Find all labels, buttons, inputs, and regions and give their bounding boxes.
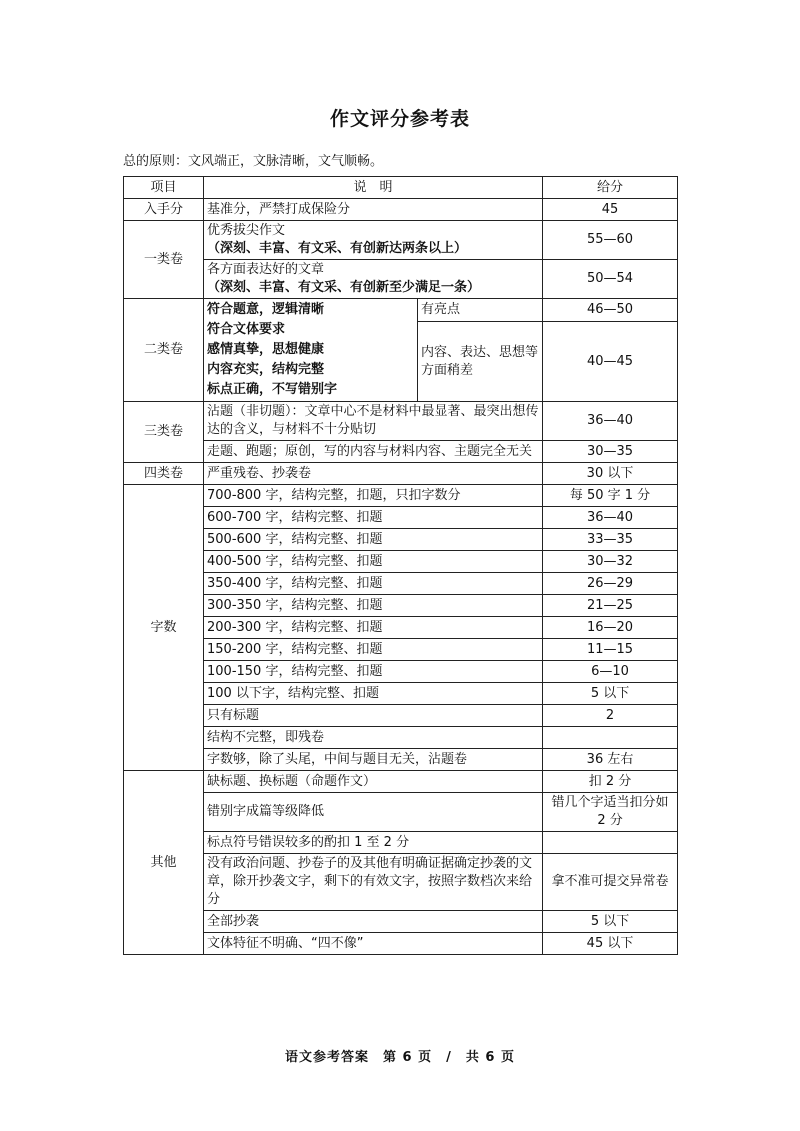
row-label-other: 其他	[124, 771, 204, 955]
row-desc: 文体特征不明确、“四不像”	[204, 933, 543, 955]
row-desc: 400-500 字，结构完整、扣题	[204, 551, 543, 573]
page-footer: 语文参考答案 第 6 页 / 共 6 页	[285, 1050, 515, 1065]
table-row	[124, 617, 678, 639]
criteria-line: 感情真挚，思想健康	[207, 342, 325, 357]
row-score: 30 以下	[543, 463, 678, 485]
row-score	[543, 727, 678, 749]
row-score: 50—54	[543, 260, 678, 299]
header-desc: 说 明	[204, 177, 543, 199]
row-desc: 标点符号错误较多的酌扣 1 至 2 分	[204, 832, 543, 854]
table-row	[124, 299, 678, 322]
desc-line-emphasis: （深刻、丰富、有文采、有创新至少满足一条）	[207, 280, 481, 295]
table-row	[124, 683, 678, 705]
row-desc: 300-350 字，结构完整、扣题	[204, 595, 543, 617]
header-item: 项目	[124, 177, 204, 199]
criteria-line: 符合题意，逻辑清晰	[207, 302, 325, 317]
table-row	[124, 507, 678, 529]
criteria-line: 符合文体要求	[207, 322, 286, 337]
row-desc: 150-200 字，结构完整、扣题	[204, 639, 543, 661]
row-label-wordcount: 字数	[124, 485, 204, 771]
table-row	[124, 221, 678, 260]
criteria-line: 内容充实，结构完整	[207, 362, 325, 377]
row-desc	[204, 221, 543, 260]
table-row	[124, 832, 678, 854]
table-row	[124, 485, 678, 507]
criteria-line: 标点正确，不写错别字	[207, 382, 338, 397]
row-score: 30—35	[543, 441, 678, 463]
table-row	[124, 911, 678, 933]
table-row	[124, 402, 678, 441]
row-desc: 只有标题	[204, 705, 543, 727]
row-desc: 结构不完整，即残卷	[204, 727, 543, 749]
desc-line-emphasis: （深刻、丰富、有文采、有创新达两条以上）	[207, 241, 468, 256]
row-score: 26—29	[543, 573, 678, 595]
row-score: 5 以下	[543, 911, 678, 933]
table-row	[124, 771, 678, 793]
table-row	[124, 639, 678, 661]
row-score: 2	[543, 705, 678, 727]
row-desc: 700-800 字，结构完整，扣题，只扣字数分	[204, 485, 543, 507]
row-score: 40—45	[543, 322, 678, 402]
row-label-entry: 入手分	[124, 199, 204, 221]
desc-line: 优秀拔尖作文	[207, 223, 286, 238]
table-row	[124, 793, 678, 832]
row-desc: 有亮点	[418, 299, 543, 322]
row-score: 33—35	[543, 529, 678, 551]
row-score: 45 以下	[543, 933, 678, 955]
table-row	[124, 854, 678, 911]
row-score: 5 以下	[543, 683, 678, 705]
row-score: 55—60	[543, 221, 678, 260]
row-score: 拿不准可提交异常卷	[543, 854, 678, 911]
row-desc: 500-600 字，结构完整、扣题	[204, 529, 543, 551]
row-desc: 基准分，严禁打成保险分	[204, 199, 543, 221]
row-desc	[204, 260, 543, 299]
row-desc: 内容、表达、思想等方面稍差	[418, 322, 543, 402]
row-label-class1: 一类卷	[124, 221, 204, 299]
header-score: 给分	[543, 177, 678, 199]
row-score: 每 50 字 1 分	[543, 485, 678, 507]
table-row	[124, 749, 678, 771]
table-row	[124, 727, 678, 749]
row-score: 6—10	[543, 661, 678, 683]
row-score: 扣 2 分	[543, 771, 678, 793]
general-principle: 总的原则：文风端正，文脉清晰，文气顺畅。	[123, 154, 384, 169]
row-score: 30—32	[543, 551, 678, 573]
class2-criteria	[204, 299, 418, 402]
table-row	[124, 463, 678, 485]
row-label-class4: 四类卷	[124, 463, 204, 485]
row-score: 36—40	[543, 402, 678, 441]
row-label-class2: 二类卷	[124, 299, 204, 402]
row-desc: 100-150 字，结构完整、扣题	[204, 661, 543, 683]
row-desc: 100 以下字，结构完整、扣题	[204, 683, 543, 705]
row-score	[543, 832, 678, 854]
row-label-class3: 三类卷	[124, 402, 204, 463]
page-title: 作文评分参考表	[329, 108, 470, 130]
table-row	[124, 260, 678, 299]
grading-table	[123, 176, 678, 955]
row-desc: 200-300 字，结构完整、扣题	[204, 617, 543, 639]
desc-line: 各方面表达好的文章	[207, 262, 325, 277]
row-desc: 350-400 字，结构完整、扣题	[204, 573, 543, 595]
row-score: 错几个字适当扣分如 2 分	[543, 793, 678, 832]
row-desc: 严重残卷、抄袭卷	[204, 463, 543, 485]
row-desc: 字数够，除了头尾，中间与题目无关，沾题卷	[204, 749, 543, 771]
table-row	[124, 441, 678, 463]
row-desc: 600-700 字，结构完整、扣题	[204, 507, 543, 529]
row-desc: 全部抄袭	[204, 911, 543, 933]
row-score: 45	[543, 199, 678, 221]
table-row	[124, 595, 678, 617]
table-row	[124, 705, 678, 727]
row-desc: 走题、跑题；原创，写的内容与材料内容、主题完全无关	[204, 441, 543, 463]
row-score: 46—50	[543, 299, 678, 322]
row-desc: 缺标题、换标题（命题作文）	[204, 771, 543, 793]
row-score: 36 左右	[543, 749, 678, 771]
table-row	[124, 933, 678, 955]
table-row	[124, 199, 678, 221]
row-desc: 沾题（非切题）：文章中心不是材料中最显著、最突出想传达的含义，与材料不十分贴切	[204, 402, 543, 441]
table-row	[124, 551, 678, 573]
row-score: 11—15	[543, 639, 678, 661]
row-score: 36—40	[543, 507, 678, 529]
row-score: 21—25	[543, 595, 678, 617]
row-score: 16—20	[543, 617, 678, 639]
table-row	[124, 529, 678, 551]
table-row	[124, 573, 678, 595]
table-header-row	[124, 177, 678, 199]
row-desc: 没有政治问题、抄卷子的及其他有明确证据确定抄袭的文章，除开抄袭文字，剩下的有效文字，按照字数档次来给分	[204, 854, 543, 911]
table-row	[124, 661, 678, 683]
row-desc: 错别字成篇等级降低	[204, 793, 543, 832]
